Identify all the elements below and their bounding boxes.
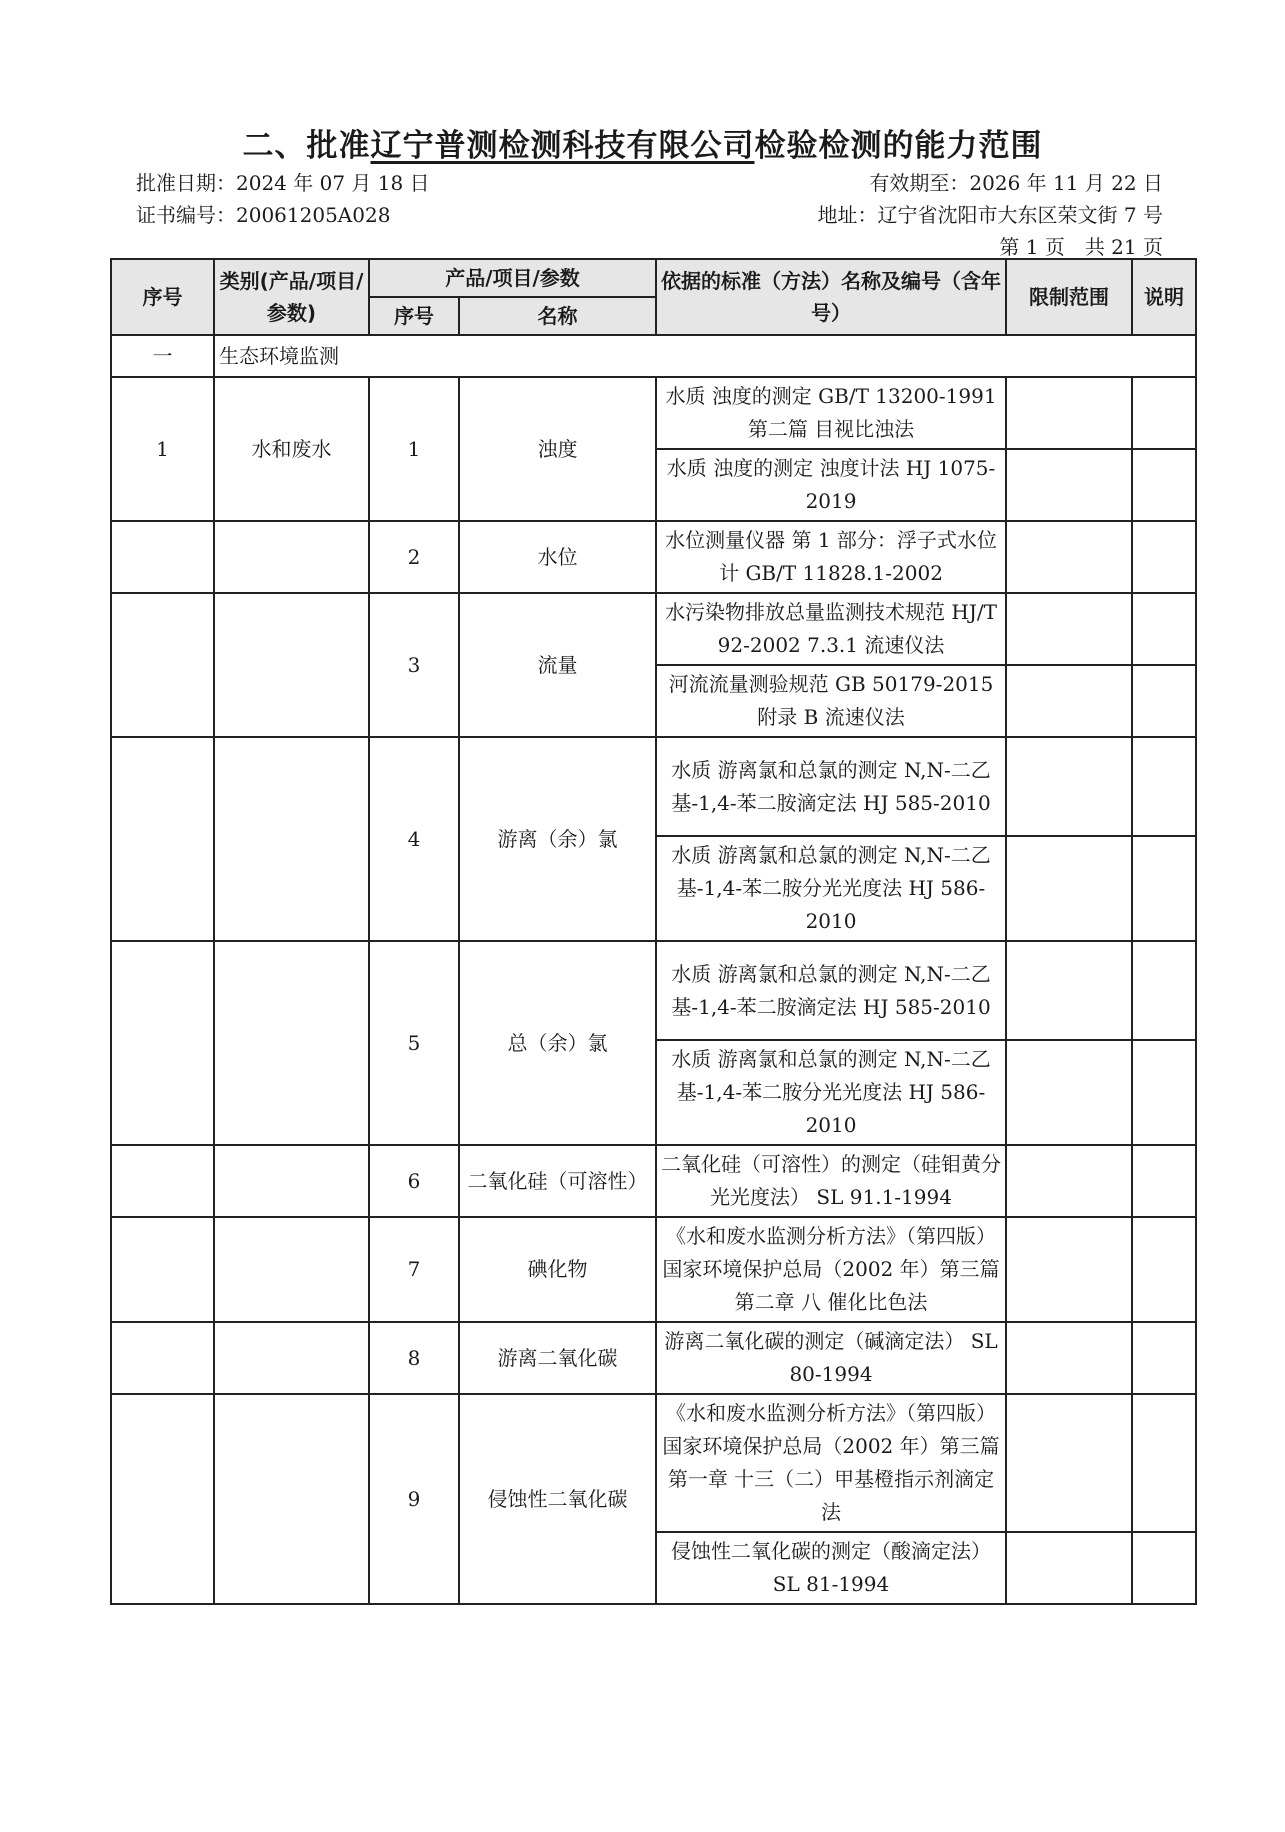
header-seq: 序号 bbox=[111, 259, 214, 335]
note-cell bbox=[1132, 941, 1196, 1040]
item-name: 碘化物 bbox=[459, 1217, 656, 1322]
page-number: 第 1 页 共 21 页 bbox=[999, 235, 1163, 259]
standard-method: 《水和废水监测分析方法》（第四版）国家环境保护总局（2002 年）第三篇 第二章 八 催化比色法 bbox=[656, 1217, 1006, 1322]
empty-category-cell bbox=[214, 737, 369, 941]
empty-category-cell bbox=[214, 1394, 369, 1604]
empty-seq-cell bbox=[111, 1145, 214, 1217]
item-name: 游离二氧化碳 bbox=[459, 1322, 656, 1394]
note-cell bbox=[1132, 665, 1196, 737]
item-number: 3 bbox=[369, 593, 459, 737]
item-number: 2 bbox=[369, 521, 459, 593]
limit-cell bbox=[1006, 449, 1132, 521]
note-cell bbox=[1132, 1217, 1196, 1322]
standard-method: 侵蚀性二氧化碳的测定（酸滴定法） SL 81-1994 bbox=[656, 1532, 1006, 1604]
item-number: 9 bbox=[369, 1394, 459, 1604]
item-number: 8 bbox=[369, 1322, 459, 1394]
item-number: 1 bbox=[369, 377, 459, 521]
limit-cell bbox=[1006, 593, 1132, 665]
limit-cell bbox=[1006, 941, 1132, 1040]
empty-category-cell bbox=[214, 593, 369, 737]
note-cell bbox=[1132, 521, 1196, 593]
address: 地址：辽宁省沈阳市大东区荣文街 7 号 bbox=[817, 203, 1163, 227]
limit-cell bbox=[1006, 836, 1132, 941]
item-number: 4 bbox=[369, 737, 459, 941]
item-name: 二氧化硅（可溶性） bbox=[459, 1145, 656, 1217]
limit-cell bbox=[1006, 521, 1132, 593]
item-number: 5 bbox=[369, 941, 459, 1145]
standard-method: 水质 游离氯和总氯的测定 N,N-二乙基-1,4-苯二胺滴定法 HJ 585-2010 bbox=[656, 941, 1006, 1040]
header-sub-name: 名称 bbox=[459, 297, 656, 335]
limit-cell bbox=[1006, 665, 1132, 737]
standard-method: 水质 浊度的测定 浊度计法 HJ 1075-2019 bbox=[656, 449, 1006, 521]
header-standard: 依据的标准（方法）名称及编号（含年号） bbox=[656, 259, 1006, 335]
empty-seq-cell bbox=[111, 1217, 214, 1322]
title-suffix: 检验检测的能力范围 bbox=[754, 128, 1043, 164]
page-title bbox=[0, 120, 1285, 165]
limit-cell bbox=[1006, 1532, 1132, 1604]
header-category: 类别(产品/项目/参数) bbox=[214, 259, 369, 335]
item-name: 总（余）氯 bbox=[459, 941, 656, 1145]
empty-seq-cell bbox=[111, 1322, 214, 1394]
item-number: 6 bbox=[369, 1145, 459, 1217]
note-cell bbox=[1132, 1322, 1196, 1394]
standard-method: 水质 游离氯和总氯的测定 N,N-二乙基-1,4-苯二胺分光光度法 HJ 586-2010 bbox=[656, 1040, 1006, 1145]
note-cell bbox=[1132, 836, 1196, 941]
standard-method: 水位测量仪器 第 1 部分：浮子式水位计 GB/T 11828.1-2002 bbox=[656, 521, 1006, 593]
group-number: 1 bbox=[111, 377, 214, 521]
table-row bbox=[111, 737, 1196, 836]
valid-until: 有效期至：2026 年 11 月 22 日 bbox=[869, 171, 1163, 195]
note-cell bbox=[1132, 1394, 1196, 1532]
header-product: 产品/项目/参数 bbox=[369, 259, 656, 297]
header-sub-seq: 序号 bbox=[369, 297, 459, 335]
section-number: 一 bbox=[111, 335, 214, 377]
empty-category-cell bbox=[214, 1217, 369, 1322]
group-category: 水和废水 bbox=[214, 377, 369, 521]
item-name: 侵蚀性二氧化碳 bbox=[459, 1394, 656, 1604]
table-row bbox=[111, 941, 1196, 1040]
note-cell bbox=[1132, 1040, 1196, 1145]
limit-cell bbox=[1006, 1322, 1132, 1394]
table-row bbox=[111, 1322, 1196, 1394]
standard-method: 水质 游离氯和总氯的测定 N,N-二乙基-1,4-苯二胺滴定法 HJ 585-2010 bbox=[656, 737, 1006, 836]
limit-cell bbox=[1006, 1217, 1132, 1322]
empty-seq-cell bbox=[111, 737, 214, 941]
empty-category-cell bbox=[214, 1145, 369, 1217]
limit-cell bbox=[1006, 1394, 1132, 1532]
limit-cell bbox=[1006, 377, 1132, 449]
header-note: 说明 bbox=[1132, 259, 1196, 335]
empty-category-cell bbox=[214, 521, 369, 593]
empty-seq-cell bbox=[111, 941, 214, 1145]
note-cell bbox=[1132, 1532, 1196, 1604]
title-prefix: 二、批准 bbox=[242, 128, 371, 164]
capability-table bbox=[110, 258, 1197, 1605]
section-name: 生态环境监测 bbox=[214, 335, 1196, 377]
empty-seq-cell bbox=[111, 1394, 214, 1604]
empty-category-cell bbox=[214, 941, 369, 1145]
approval-date: 批准日期：2024 年 07 月 18 日 bbox=[136, 171, 430, 195]
limit-cell bbox=[1006, 1040, 1132, 1145]
note-cell bbox=[1132, 737, 1196, 836]
item-name: 游离（余）氯 bbox=[459, 737, 656, 941]
standard-method: 河流流量测验规范 GB 50179-2015 附录 B 流速仪法 bbox=[656, 665, 1006, 737]
title-org: 辽宁普测检测科技有限公司 bbox=[370, 128, 755, 164]
table-row bbox=[111, 1145, 1196, 1217]
table-row bbox=[111, 593, 1196, 665]
item-number: 7 bbox=[369, 1217, 459, 1322]
note-cell bbox=[1132, 377, 1196, 449]
standard-method: 二氧化硅（可溶性）的测定（硅钼黄分光光度法） SL 91.1-1994 bbox=[656, 1145, 1006, 1217]
header-limit: 限制范围 bbox=[1006, 259, 1132, 335]
table-row bbox=[111, 377, 1196, 449]
empty-seq-cell bbox=[111, 593, 214, 737]
standard-method: 游离二氧化碳的测定（碱滴定法） SL 80-1994 bbox=[656, 1322, 1006, 1394]
standard-method: 水质 游离氯和总氯的测定 N,N-二乙基-1,4-苯二胺分光光度法 HJ 586-2010 bbox=[656, 836, 1006, 941]
standard-method: 《水和废水监测分析方法》（第四版）国家环境保护总局（2002 年）第三篇 第一章 十三（二）甲基橙指示剂滴定法 bbox=[656, 1394, 1006, 1532]
limit-cell bbox=[1006, 737, 1132, 836]
standard-method: 水质 浊度的测定 GB/T 13200-1991 第二篇 目视比浊法 bbox=[656, 377, 1006, 449]
note-cell bbox=[1132, 1145, 1196, 1217]
empty-category-cell bbox=[214, 1322, 369, 1394]
item-name: 流量 bbox=[459, 593, 656, 737]
item-name: 水位 bbox=[459, 521, 656, 593]
certificate-number: 证书编号：20061205A028 bbox=[136, 203, 391, 227]
item-name: 浊度 bbox=[459, 377, 656, 521]
table-row bbox=[111, 521, 1196, 593]
note-cell bbox=[1132, 593, 1196, 665]
standard-method: 水污染物排放总量监测技术规范 HJ/T 92-2002 7.3.1 流速仪法 bbox=[656, 593, 1006, 665]
table-row bbox=[111, 1217, 1196, 1322]
table-row bbox=[111, 1394, 1196, 1532]
table-body bbox=[111, 259, 1196, 1604]
empty-seq-cell bbox=[111, 521, 214, 593]
note-cell bbox=[1132, 449, 1196, 521]
limit-cell bbox=[1006, 1145, 1132, 1217]
